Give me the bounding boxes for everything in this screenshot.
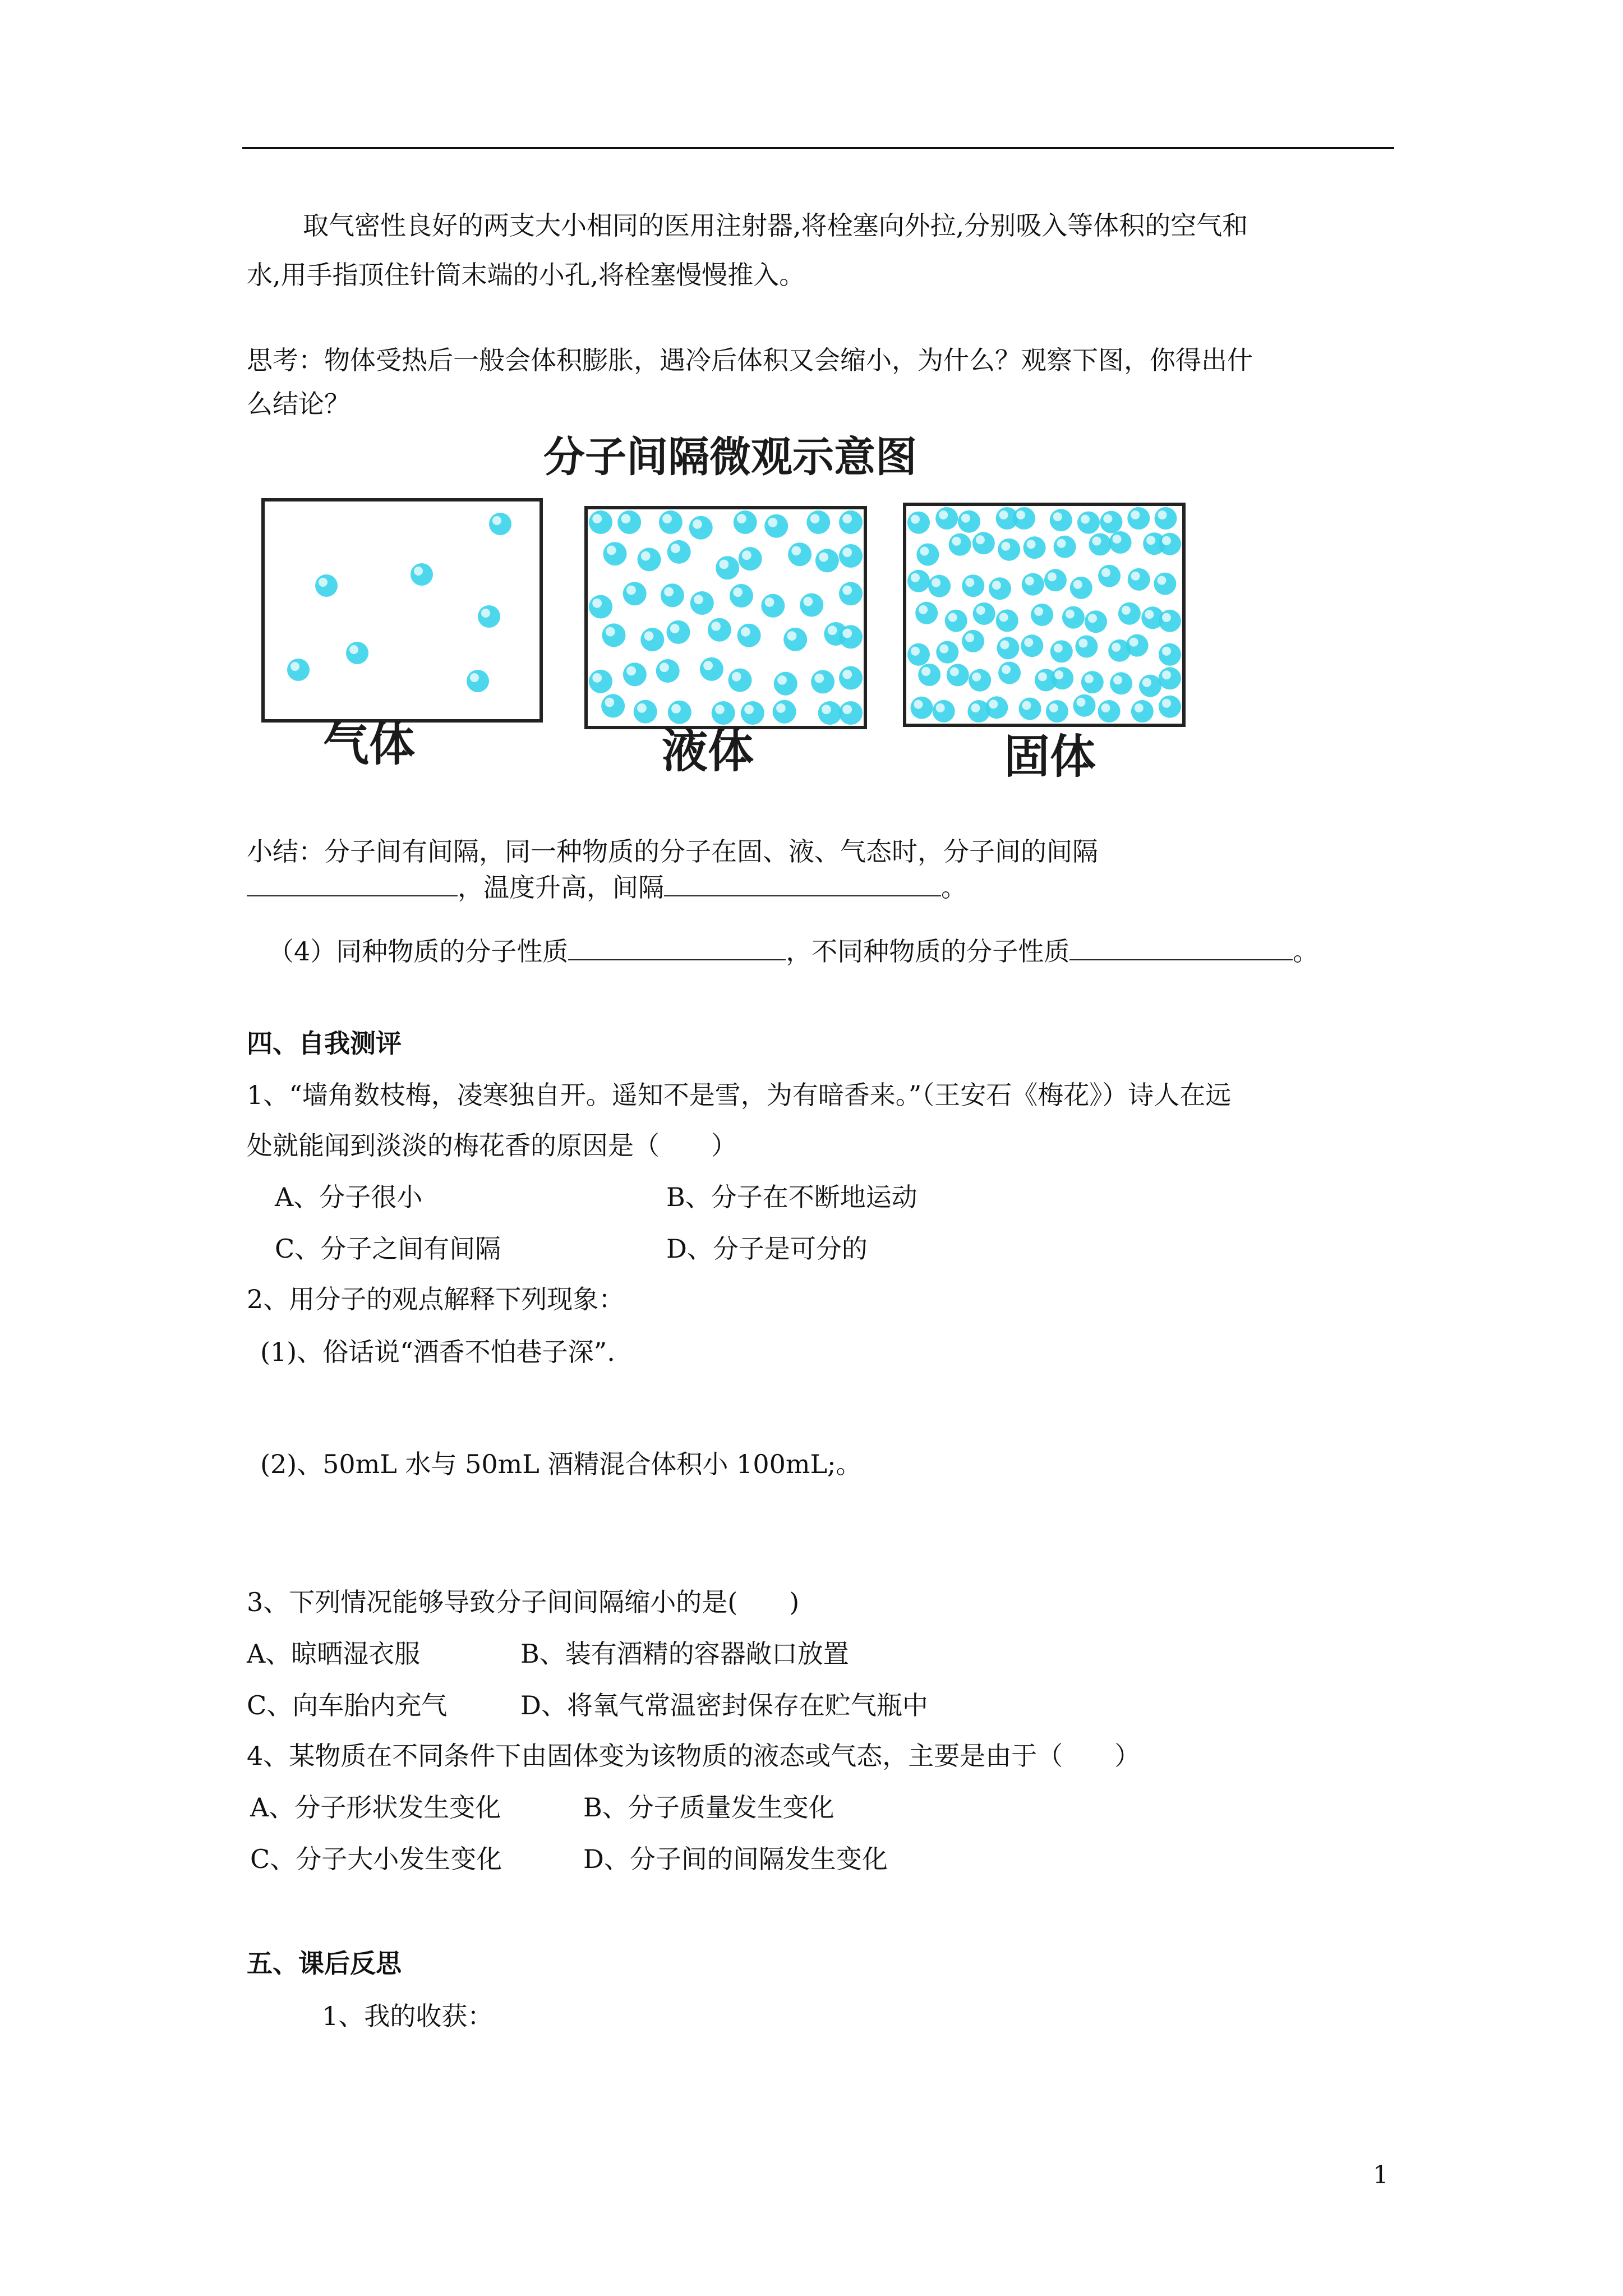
- liquid-particle-highlight: [626, 666, 636, 676]
- liquid-particle-highlight: [592, 599, 602, 608]
- solid-particle: [1019, 698, 1041, 720]
- solid-particle: [1159, 696, 1181, 718]
- q1-option-a[interactable]: A、分子很小: [275, 1182, 423, 1212]
- solid-particle: [1077, 512, 1100, 534]
- solid-particle-highlight: [1162, 536, 1171, 545]
- solid-particle: [1118, 602, 1141, 625]
- gas-particle-highlight: [481, 609, 490, 618]
- liquid-particle-highlight: [719, 560, 728, 569]
- solid-particle: [1081, 671, 1104, 693]
- liquid-particle-highlight: [621, 514, 631, 523]
- solid-particle: [1031, 604, 1053, 626]
- liquid-particle: [659, 510, 683, 534]
- liquid-particle: [839, 510, 863, 534]
- solid-particle-highlight: [919, 605, 928, 614]
- liquid-particle-highlight: [741, 627, 750, 637]
- solid-particle-highlight: [1103, 514, 1112, 523]
- intro-line-2: 水,用手指顶住针筒末端的小孔,将栓塞慢慢推入。: [247, 260, 805, 290]
- liquid-particle-highlight: [664, 587, 674, 597]
- solid-particle-highlight: [1131, 510, 1140, 519]
- solid-particle-highlight: [921, 667, 930, 676]
- solid-particle: [1139, 675, 1161, 697]
- solid-particle: [1022, 573, 1044, 596]
- solid-particle-highlight: [1101, 568, 1110, 577]
- liquid-particle: [634, 700, 657, 724]
- liquid-particle-highlight: [810, 514, 820, 523]
- solid-label: 固体: [1004, 730, 1096, 784]
- intro-line-1: 取气密性良好的两支大小相同的医用注射器,将栓塞向外拉,分别吸入等体积的空气和: [303, 210, 1248, 241]
- solid-particle-highlight: [1113, 535, 1122, 544]
- liquid-particle-highlight: [828, 625, 837, 635]
- liquid-particle-highlight: [662, 514, 672, 523]
- liquid-particle: [617, 510, 641, 534]
- liquid-particle: [741, 701, 764, 725]
- liquid-particle: [712, 701, 735, 725]
- liquid-particle: [689, 516, 713, 540]
- solid-particle: [1023, 536, 1046, 559]
- solid-particle: [962, 630, 984, 652]
- blank-1[interactable]: [247, 871, 458, 896]
- blank-3[interactable]: [568, 935, 786, 960]
- section-4-heading: 四、自我测评: [247, 1028, 402, 1059]
- solid-particle-highlight: [1131, 572, 1140, 581]
- liquid-particle-highlight: [606, 627, 615, 637]
- solid-particle-highlight: [1048, 572, 1057, 581]
- liquid-particle-highlight: [711, 622, 721, 631]
- solid-particle-highlight: [911, 647, 920, 656]
- solid-particle-highlight: [939, 645, 948, 654]
- liquid-particle: [708, 618, 731, 642]
- solid-particle-highlight: [971, 703, 980, 712]
- solid-particle-highlight: [939, 510, 948, 519]
- solid-particle-highlight: [1002, 665, 1011, 674]
- q1-line-1: 1、“墙角数枝梅，凌寒独自开。遥知不是雪，为有暗香来。”（王安石《梅花》）诗人在远: [247, 1080, 1232, 1110]
- liquid-particle: [730, 584, 753, 608]
- solid-particle: [1062, 606, 1085, 629]
- liquid-particle: [656, 659, 680, 683]
- liquid-particle: [728, 669, 752, 692]
- liquid-particle-highlight: [842, 629, 852, 638]
- solid-particle: [1075, 636, 1098, 658]
- solid-particle-highlight: [1112, 643, 1121, 652]
- liquid-particle: [783, 628, 807, 651]
- liquid-particle-highlight: [592, 673, 602, 683]
- solid-particle-highlight: [1092, 537, 1101, 546]
- solid-particle-highlight: [914, 700, 923, 709]
- summary-line-2: [247, 871, 967, 904]
- liquid-particle-highlight: [693, 519, 702, 529]
- solid-particle-highlight: [1000, 640, 1009, 649]
- solid-particle-highlight: [948, 613, 957, 622]
- solid-particle: [998, 662, 1021, 684]
- gas-particle-highlight: [414, 567, 423, 576]
- solid-particle: [936, 641, 958, 664]
- liquid-particle-highlight: [703, 661, 713, 670]
- liquid-particle: [602, 623, 626, 647]
- liquid-particle: [668, 701, 691, 724]
- solid-particle: [915, 602, 938, 624]
- liquid-particle: [839, 544, 863, 568]
- solid-particle: [1089, 533, 1112, 556]
- solid-particle-highlight: [972, 673, 981, 682]
- solid-particle-highlight: [1078, 639, 1087, 648]
- solid-particle: [1109, 531, 1132, 554]
- liquid-particle: [603, 542, 627, 565]
- solid-particle: [1098, 700, 1121, 723]
- solid-particle-highlight: [1162, 613, 1171, 622]
- liquid-particle: [839, 582, 863, 605]
- solid-particle-highlight: [1162, 699, 1171, 708]
- solid-particle: [916, 544, 939, 566]
- liquid-particle: [638, 547, 661, 571]
- solid-particle-highlight: [1024, 638, 1033, 647]
- liquid-particle: [601, 694, 625, 717]
- q4-option-b[interactable]: B、分子质量发生变化: [583, 1792, 834, 1823]
- liquid-particle: [761, 594, 785, 618]
- liquid-particle-highlight: [814, 674, 824, 683]
- liquid-particle: [667, 540, 691, 564]
- liquid-particle: [700, 657, 723, 681]
- liquid-particle-highlight: [842, 670, 852, 679]
- liquid-particle: [739, 547, 762, 570]
- solid-particle: [1159, 643, 1181, 666]
- liquid-particle-highlight: [605, 698, 614, 707]
- think-line-2: 么结论？: [247, 389, 350, 419]
- solid-particle-highlight: [952, 537, 961, 546]
- liquid-particle: [764, 514, 788, 538]
- liquid-particle-highlight: [791, 546, 801, 556]
- blank-4[interactable]: [1069, 935, 1293, 960]
- solid-particle: [1051, 667, 1073, 689]
- liquid-particle-highlight: [715, 705, 725, 714]
- q4-option-a[interactable]: A、分子形状发生变化: [250, 1792, 501, 1823]
- summary-line-3: [268, 935, 1318, 968]
- liquid-particle: [774, 672, 797, 696]
- liquid-label: 液体: [662, 725, 754, 778]
- gas-particles: [265, 501, 540, 719]
- solid-particle-highlight: [1085, 674, 1094, 683]
- solid-particle: [1044, 569, 1067, 591]
- liquid-particle-highlight: [733, 587, 743, 597]
- solid-particle: [972, 532, 995, 554]
- liquid-particle: [811, 670, 834, 693]
- gas-particle-highlight: [470, 673, 479, 682]
- liquid-particle: [661, 583, 684, 607]
- solid-particle: [1154, 573, 1176, 595]
- solid-particle-highlight: [1027, 540, 1036, 549]
- solid-particle-highlight: [965, 578, 974, 587]
- solid-particle-highlight: [976, 606, 985, 615]
- liquid-particle-highlight: [742, 550, 751, 560]
- section-5-heading: 五、课后反思: [247, 1948, 402, 1978]
- liquid-particle-highlight: [670, 624, 680, 633]
- solid-particle: [1054, 536, 1076, 558]
- liquid-particle-highlight: [842, 586, 852, 595]
- solid-particle: [1073, 694, 1096, 717]
- solid-particle-highlight: [1025, 577, 1034, 586]
- solid-particle: [1159, 667, 1181, 689]
- q3-stem: 3、下列情况能够导致分子间间隔缩小的是( ): [247, 1587, 800, 1617]
- solid-particle: [958, 510, 980, 533]
- liquid-particle-highlight: [626, 586, 636, 595]
- solid-particle: [969, 669, 991, 692]
- solid-particle-highlight: [999, 613, 1008, 622]
- solid-particle: [907, 512, 930, 534]
- solid-particle-highlight: [1034, 607, 1043, 616]
- solid-particle: [933, 700, 955, 723]
- liquid-particle: [839, 625, 863, 648]
- liquid-particle-highlight: [732, 672, 741, 682]
- liquid-particle: [818, 701, 842, 725]
- solid-particle-highlight: [1081, 515, 1090, 524]
- liquid-box: [584, 506, 867, 729]
- gas-particle: [287, 659, 310, 681]
- solid-particle-highlight: [1053, 512, 1062, 521]
- solid-particle-highlight: [1038, 672, 1047, 681]
- solid-particle-highlight: [992, 581, 1001, 590]
- solid-particle-highlight: [1157, 576, 1166, 585]
- gas-particle-highlight: [291, 662, 299, 671]
- solid-particle: [985, 696, 1008, 719]
- solid-particle-highlight: [1113, 675, 1122, 684]
- solid-particle-highlight: [965, 633, 974, 642]
- q3-option-a[interactable]: A、晾晒湿衣服: [247, 1639, 421, 1669]
- blank-2[interactable]: [664, 871, 941, 896]
- solid-particle: [1159, 610, 1181, 632]
- liquid-particle: [589, 510, 612, 534]
- liquid-particle-highlight: [777, 675, 787, 685]
- solid-particle: [911, 697, 933, 719]
- solid-particle-highlight: [989, 700, 998, 708]
- solid-particle-highlight: [920, 547, 929, 556]
- liquid-particle-highlight: [592, 514, 602, 523]
- liquid-particle: [623, 662, 647, 686]
- gas-particle-highlight: [319, 578, 328, 587]
- think-line-1: 思考：物体受热后一般会体积膨胀，遇冷后体积又会缩小，为什么？观察下图，你得出什: [247, 345, 1253, 375]
- q4-option-d[interactable]: D、分子间的间隔发生变化: [583, 1844, 888, 1874]
- summary-line-3-mid: ，不同种物质的分子性质: [786, 936, 1070, 967]
- liquid-particle-highlight: [671, 704, 681, 714]
- solid-particle-highlight: [1073, 580, 1082, 589]
- liquid-particle: [788, 542, 811, 566]
- solid-particle: [1050, 509, 1072, 531]
- solid-particle-highlight: [1054, 670, 1063, 679]
- solid-particle-highlight: [950, 667, 959, 676]
- solid-particle: [1021, 634, 1043, 657]
- summary-line-3-start: （4）同种物质的分子性质: [268, 936, 569, 967]
- header-rule: [242, 147, 1394, 149]
- liquid-particle-highlight: [660, 662, 669, 672]
- solid-particle: [935, 507, 958, 530]
- gas-particle: [478, 605, 500, 628]
- q2-stem: 2、用分子的观点解释下列现象：: [247, 1284, 625, 1314]
- solid-particle: [1131, 700, 1154, 723]
- solid-particle: [1050, 640, 1073, 662]
- solid-particle: [962, 574, 984, 597]
- solid-particle-highlight: [1146, 536, 1155, 545]
- solid-particle-highlight: [1142, 678, 1151, 687]
- liquid-particle: [623, 582, 647, 605]
- solid-particle-highlight: [1158, 510, 1167, 519]
- liquid-particle-highlight: [641, 551, 651, 561]
- liquid-particle-highlight: [607, 546, 616, 555]
- gas-particle: [489, 513, 511, 535]
- solid-particle: [1110, 672, 1132, 694]
- solid-particle-highlight: [932, 578, 940, 587]
- solid-particle-highlight: [1077, 698, 1086, 707]
- liquid-particle: [800, 593, 823, 617]
- solid-particle: [998, 539, 1020, 561]
- solid-particle-highlight: [911, 515, 920, 524]
- solid-particle: [997, 637, 1019, 659]
- summary-line-1: 小结：分子间有间隔，同一种物质的分子在固、液、气态时，分子间的间隔: [247, 836, 1098, 867]
- liquid-particle: [839, 701, 863, 725]
- gas-particle-highlight: [492, 516, 501, 525]
- summary-line-3-end: 。: [1293, 936, 1319, 967]
- liquid-particle-highlight: [694, 595, 703, 604]
- liquid-particle: [734, 510, 757, 534]
- liquid-particle: [839, 666, 863, 690]
- liquid-particle-highlight: [787, 631, 797, 641]
- solid-particle-highlight: [961, 514, 970, 523]
- solid-particle: [996, 609, 1018, 632]
- solid-particle-highlight: [1122, 606, 1131, 615]
- q2-part-2: (2)、50mL 水与 50mL 酒精混合体积小 100mL;。: [260, 1449, 862, 1479]
- liquid-particle: [737, 624, 761, 647]
- solid-particle-highlight: [999, 510, 1008, 519]
- solid-particle: [1127, 507, 1150, 530]
- summary-line-2-end: 。: [941, 872, 967, 903]
- solid-particle-highlight: [1129, 638, 1138, 647]
- liquid-particle: [690, 591, 714, 615]
- liquid-particle-highlight: [737, 514, 746, 523]
- figure-title: 分子间隔微观示意图: [543, 433, 917, 481]
- liquid-particle-highlight: [644, 631, 654, 641]
- gas-particle: [346, 642, 368, 664]
- solid-particle-highlight: [1057, 539, 1066, 548]
- liquid-particle: [806, 510, 830, 534]
- q1-option-d[interactable]: D、分子是可分的: [666, 1234, 868, 1264]
- solid-particle-highlight: [976, 535, 985, 544]
- q3-option-d[interactable]: D、将氧气常温密封保存在贮气瓶中: [520, 1690, 928, 1720]
- liquid-particle: [815, 549, 839, 572]
- solid-particle: [947, 664, 969, 686]
- solid-particle-highlight: [936, 703, 945, 712]
- solid-particle: [1100, 511, 1122, 533]
- solid-particle: [1013, 507, 1035, 530]
- liquid-particle: [589, 595, 612, 619]
- q1-option-b[interactable]: B、分子在不断地运动: [666, 1182, 917, 1212]
- solid-particle-highlight: [1001, 542, 1010, 551]
- gas-particle: [467, 670, 489, 692]
- q4-option-c[interactable]: C、分子大小发生变化: [250, 1844, 502, 1874]
- solid-particle: [949, 533, 971, 556]
- gas-particle-highlight: [349, 645, 358, 654]
- solid-particle-highlight: [1054, 643, 1063, 652]
- solid-particle: [1159, 533, 1181, 555]
- solid-particle: [1155, 507, 1177, 530]
- liquid-particle: [773, 700, 796, 724]
- gas-particle: [315, 574, 338, 597]
- solid-particle: [918, 664, 940, 686]
- liquid-particle-highlight: [744, 705, 754, 714]
- solid-particle-highlight: [911, 573, 920, 582]
- liquid-particle-highlight: [842, 514, 852, 523]
- solid-particle-highlight: [1162, 670, 1171, 679]
- solid-particle-highlight: [1066, 610, 1075, 619]
- solid-particle-highlight: [1022, 701, 1031, 710]
- solid-particle-highlight: [1135, 703, 1144, 712]
- solid-particle: [945, 610, 967, 632]
- liquid-particle: [589, 670, 612, 693]
- solid-particle-highlight: [1088, 614, 1097, 623]
- liquid-particle-highlight: [842, 547, 852, 557]
- gas-box: [261, 498, 543, 723]
- q2-part-1: (1)、俗话说“酒香不怕巷子深”.: [260, 1337, 615, 1367]
- solid-particle: [928, 575, 951, 597]
- liquid-particle-highlight: [776, 703, 786, 713]
- gas-particle: [411, 563, 433, 586]
- solid-particle: [907, 643, 930, 666]
- liquid-particle-highlight: [768, 518, 778, 527]
- liquid-particle-highlight: [819, 553, 828, 562]
- liquid-particle: [640, 628, 664, 651]
- liquid-particles: [588, 509, 864, 726]
- solid-particle: [1046, 700, 1068, 723]
- solid-particle: [1070, 577, 1092, 599]
- liquid-particle-highlight: [637, 703, 647, 713]
- solid-box: [903, 503, 1186, 727]
- liquid-particle-highlight: [765, 597, 774, 607]
- summary-line-2-mid: ，温度升高，间隔: [458, 872, 664, 903]
- solid-particle-highlight: [1101, 703, 1110, 712]
- solid-particle: [1126, 634, 1149, 657]
- q3-option-b[interactable]: B、装有酒精的容器敞口放置: [520, 1639, 849, 1669]
- gas-label: 气体: [323, 718, 416, 771]
- liquid-particle-highlight: [804, 597, 813, 606]
- solid-particles: [906, 506, 1182, 724]
- reflection-item-1: 1、我的收获：: [322, 2001, 494, 2031]
- solid-particle: [1128, 568, 1150, 591]
- q3-option-c[interactable]: C、向车胎内充气: [247, 1690, 448, 1720]
- solid-particle-highlight: [1016, 510, 1025, 519]
- solid-particle: [973, 602, 995, 625]
- q1-line-2: 处就能闻到淡淡的梅花香的原因是（ ）: [247, 1130, 737, 1161]
- solid-particle-highlight: [1049, 703, 1058, 712]
- q4-stem: 4、某物质在不同条件下由固体变为该物质的液态或气态，主要是由于（ ）: [247, 1741, 1141, 1771]
- liquid-particle-highlight: [822, 705, 831, 714]
- q1-option-c[interactable]: C、分子之间有间隔: [275, 1234, 501, 1264]
- solid-particle: [989, 577, 1011, 600]
- solid-particle-highlight: [1162, 647, 1171, 656]
- liquid-particle: [716, 556, 739, 579]
- page-number: 1: [1373, 2161, 1389, 2189]
- liquid-particle: [667, 620, 690, 644]
- solid-particle-highlight: [1145, 610, 1154, 619]
- solid-particle: [1085, 610, 1107, 633]
- liquid-particle-highlight: [671, 544, 680, 553]
- solid-particle: [1098, 565, 1121, 587]
- solid-particle: [907, 570, 930, 592]
- liquid-particle-highlight: [842, 705, 852, 714]
